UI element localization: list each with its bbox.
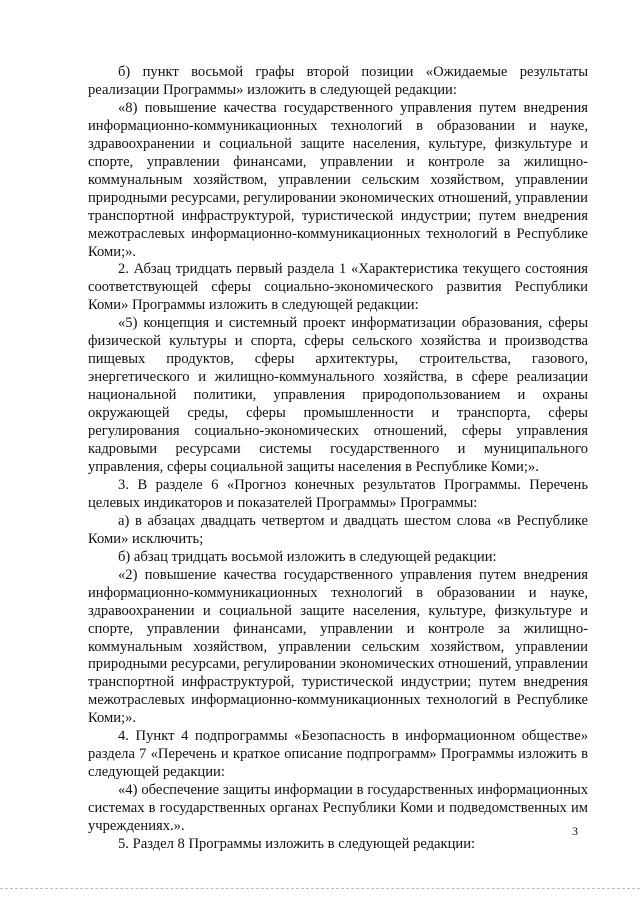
- paragraph-quote-item-8: «8) повышение качества государственного управления путем внедрения информационно-коммуникационных технологий в образовании и науке, здравоохранении и социальной защите населения, культуре, физкультуре и спорте, управлении финансами, управлении и контроле за жилищно-коммунальным хозяйством, управлении сельским хозяйством, управлении природными ресурсами, регулировании экономических отношений, управлении транспортной инфраструктурой, туристической индустрии; путем внедрения межотраслевых информационно-коммуникационных технологий в Республике Коми;».: [88, 99, 588, 260]
- paragraph-3-section-6: 3. В разделе 6 «Прогноз конечных результатов Программы. Перечень целевых индикаторов и показателей Программы» Программы:: [88, 476, 588, 511]
- paragraph-quote-item-4: «4) обеспечение защиты информации в государственных информационных системах в государственных органах Республики Коми и подведомственных им учреждениях.».: [88, 782, 588, 835]
- document-body: [88, 64, 588, 854]
- paragraph-3a: а) в абзацах двадцать четвертом и двадцать шестом слова «в Республике Коми» исключить;: [88, 512, 588, 547]
- page-number: 3: [572, 824, 578, 838]
- paragraph-4-subprogram: 4. Пункт 4 подпрограммы «Безопасность в информационном обществе» раздела 7 «Перечень и краткое описание подпрограмм» Программы изложить в следующей редакции:: [88, 728, 588, 781]
- paragraph-2-section-1: 2. Абзац тридцать первый раздела 1 «Характеристика текущего состояния соответствующей сферы социально-экономического развития Республики Коми» Программы изложить в следующей редакции:: [88, 261, 588, 314]
- paragraph-3b: б) абзац тридцать восьмой изложить в следующей редакции:: [118, 548, 497, 565]
- paragraph-quote-item-2: «2) повышение качества государственного управления путем внедрения информационно-коммуникационных технологий в образовании и науке, здравоохранении и социальной защите населения, культуре, физкультуре и спорте, управлении финансами, управлении и контроле за жилищно-коммунальным хозяйством, управлении сельским хозяйством, управлении природными ресурсами, регулировании экономических отношений, управлении транспортной инфраструктурой, туристической индустрии; путем внедрения межотраслевых информационно-коммуникационных технологий в Республике Коми;».: [88, 566, 588, 727]
- paragraph-quote-item-5: «5) концепция и системный проект информатизации образования, сферы физической культуры и спорта, сферы сельского хозяйства и производства пищевых продуктов, сферы архитектуры, строительства, газового, энергетического и жилищно-коммунального хозяйства, в сфере реализации национальной политики, управления природопользованием и охраны окружающей среды, сферы промышленности и транспорта, сферы регулирования социально-экономических отношений, сферы управления кадровыми ресурсами системы государственного и муниципального управления, сферы социальной защиты населения в Республике Коми;».: [88, 315, 588, 475]
- paragraph-5-section-8: 5. Раздел 8 Программы изложить в следующей редакции:: [118, 835, 476, 852]
- scan-edge-line: [0, 888, 640, 890]
- paragraph-1b-expected-results: б) пункт восьмой графы второй позиции «Ожидаемые результаты реализации Программы» изложить в следующей редакции:: [88, 64, 588, 98]
